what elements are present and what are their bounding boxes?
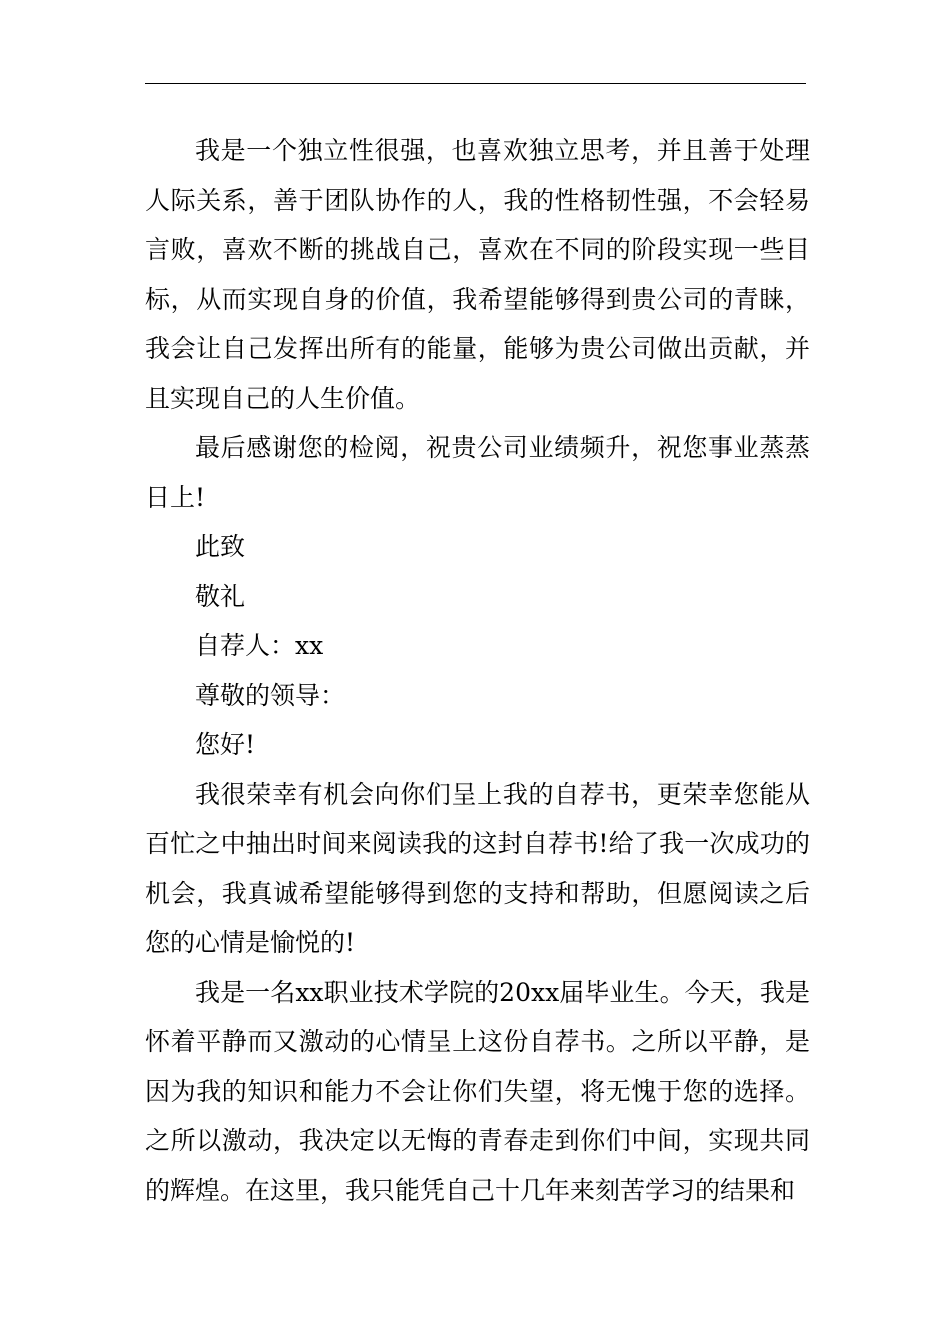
closing-respect: 敬礼 [195, 581, 246, 611]
header-rule [145, 83, 806, 84]
paragraph-thanks: 最后感谢您的检阅，祝贵公司业绩频升，祝您事业蒸蒸日上! [145, 433, 810, 512]
greeting-hello: 您好! [195, 730, 256, 759]
greeting-recipient: 尊敬的领导： [195, 680, 346, 710]
closing-salutation: 此致 [195, 532, 246, 561]
paragraph-opportunity: 我很荣幸有机会向你们呈上我的自荐书，更荣幸您能从百忙之中抽出时间来阅读我的这封自荐书!给了我一次成功的机会，我真诚希望能够得到您的支持和帮助，但愿阅读之后您的心情是愉悦的! [145, 779, 810, 957]
paragraph-introduction: 我是一名xx职业技术学院的20xx届毕业生。今天，我是怀着平静而又激动的心情呈上这份自荐书。之所以平静，是因为我的知识和能力不会让你们失望，将无愧于您的选择。之所以激动，我决定以无悔的青春走到你们中间，实现共同的辉煌。在这里，我只能凭自己十几年来刻苦学习的结果和 [145, 977, 810, 1205]
signature-line: 自荐人：xx [195, 631, 324, 660]
paragraph-self-description: 我是一个独立性很强，也喜欢独立思考，并且善于处理人际关系，善于团队协作的人，我的性格韧性强，不会轻易言败，喜欢不断的挑战自己，喜欢在不同的阶段实现一些目标，从而实现自身的价值，我希望能够得到贵公司的青睐，我会让自己发挥出所有的能量，能够为贵公司做出贡献，并且实现自己的人生价值。 [145, 136, 810, 413]
document-body [145, 126, 810, 1215]
